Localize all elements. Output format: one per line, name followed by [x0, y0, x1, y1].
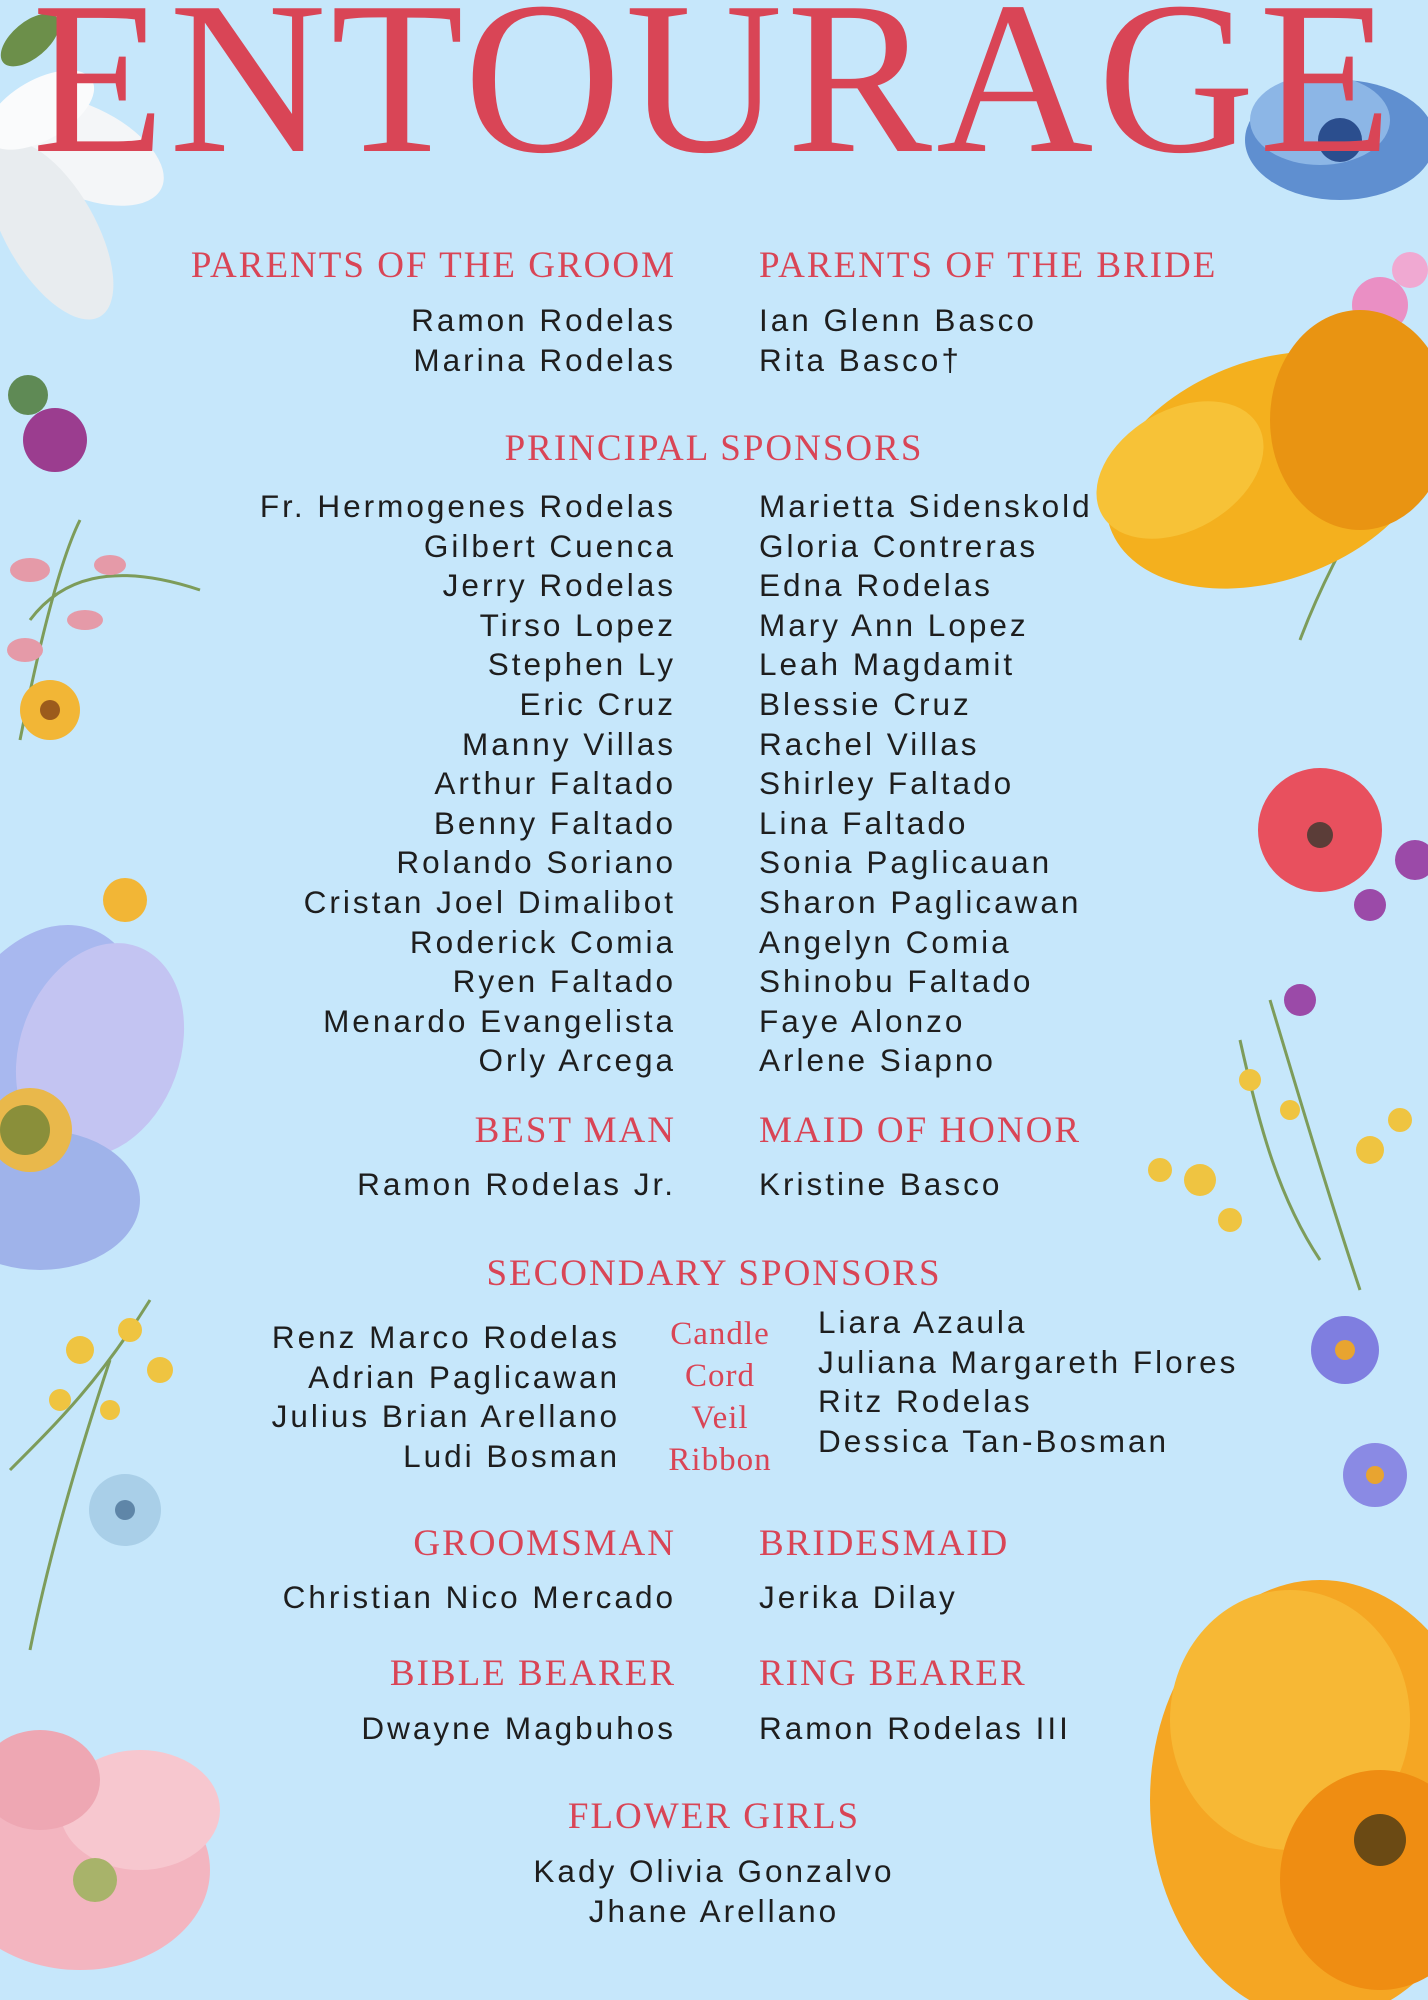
list-item: Kady Olivia Gonzalvo — [533, 1853, 895, 1889]
secondary-sponsors-left-list — [272, 1318, 620, 1476]
list-item: Adrian Paglicawan — [308, 1358, 620, 1395]
bridesmaid-name — [759, 1578, 958, 1618]
list-item: Jhane Arellano — [588, 1892, 840, 1929]
list-item: Christian Nico Mercado — [282, 1579, 676, 1615]
list-item: Rita Basco† — [759, 341, 962, 378]
secondary-sponsors-right-list — [818, 1303, 1238, 1461]
list-item: Jerika Dilay — [759, 1579, 958, 1615]
best-man-heading: BEST MAN — [474, 1110, 676, 1151]
principal-sponsors-heading: PRINCIPAL SPONSORS — [504, 428, 924, 469]
list-item: Angelyn Comia — [759, 923, 1012, 960]
list-item: Ramon Rodelas Jr. — [357, 1166, 676, 1202]
list-item: Renz Marco Rodelas — [271, 1319, 620, 1355]
list-item: Juliana Margareth Flores — [818, 1343, 1239, 1380]
list-item: Dwayne Magbuhos — [361, 1710, 676, 1746]
ring-bearer-name — [759, 1709, 1071, 1749]
list-item: Sonia Paglicauan — [759, 844, 1053, 881]
list-item: Benny Faltado — [433, 804, 676, 841]
list-item: Menardo Evangelista — [323, 1002, 676, 1039]
list-item: Kristine Basco — [759, 1166, 1003, 1202]
best-man-name — [357, 1165, 676, 1205]
list-item: Ryen Faltado — [452, 963, 676, 1000]
list-item: Jerry Rodelas — [442, 567, 676, 604]
list-item: Tirso Lopez — [479, 606, 676, 643]
list-item: Ian Glenn Basco — [759, 302, 1037, 338]
ring-bearer-heading: RING BEARER — [759, 1653, 1027, 1694]
role-label: Cord — [685, 1358, 755, 1394]
list-item: Leah Magdamit — [759, 646, 1016, 683]
parents-of-groom-list — [411, 301, 676, 380]
list-item: Liara Azaula — [818, 1304, 1028, 1340]
list-item: Gloria Contreras — [759, 527, 1039, 564]
list-item: Blessie Cruz — [759, 685, 972, 722]
list-item: Faye Alonzo — [759, 1002, 966, 1039]
maid-of-honor-name — [759, 1165, 1002, 1205]
parents-of-groom-heading: PARENTS OF THE GROOM — [190, 245, 676, 286]
list-item: Cristan Joel Dimalibot — [303, 883, 676, 920]
flower-girls-list — [0, 1852, 1428, 1931]
list-item: Fr. Hermogenes Rodelas — [259, 488, 676, 524]
maid-of-honor-heading: MAID OF HONOR — [759, 1110, 1082, 1151]
list-item: Marietta Sidenskold — [759, 488, 1093, 524]
list-item: Shirley Faltado — [759, 765, 1015, 802]
list-item: Dessica Tan-Bosman — [818, 1422, 1170, 1459]
parents-of-bride-heading: PARENTS OF THE BRIDE — [759, 245, 1218, 286]
orange-poppy-icon — [1150, 1580, 1428, 2000]
groomsman-name — [283, 1578, 676, 1618]
bridesmaid-heading: BRIDESMAID — [759, 1523, 1010, 1564]
list-item: Marina Rodelas — [413, 341, 676, 378]
list-item: Rachel Villas — [759, 725, 980, 762]
poppy-icon — [1072, 308, 1428, 631]
list-item: Mary Ann Lopez — [759, 606, 1029, 643]
secondary-sponsor-roles — [640, 1313, 800, 1481]
role-label: Veil — [691, 1400, 749, 1436]
list-item: Ramon Rodelas III — [759, 1710, 1071, 1746]
list-item: Rolando Soriano — [396, 844, 676, 881]
role-label: Candle — [670, 1316, 770, 1352]
list-item: Arthur Faltado — [434, 765, 676, 802]
secondary-sponsors-heading: SECONDARY SPONSORS — [486, 1253, 942, 1294]
list-item: Sharon Paglicawan — [759, 883, 1082, 920]
list-item: Roderick Comia — [409, 923, 676, 960]
list-item: Ritz Rodelas — [818, 1383, 1033, 1420]
list-item: Lina Faltado — [759, 804, 969, 841]
list-item: Ludi Bosman — [403, 1437, 620, 1474]
pink-flower-icon — [0, 1730, 220, 1970]
bible-bearer-heading: BIBLE BEARER — [389, 1653, 676, 1694]
list-item: Manny Villas — [461, 725, 676, 762]
list-item: Ramon Rodelas — [411, 302, 676, 338]
parents-of-bride-list — [759, 301, 1037, 380]
groomsman-heading: GROOMSMAN — [413, 1523, 676, 1564]
principal-sponsors-left-list — [260, 487, 676, 1081]
list-item: Julius Brian Arellano — [271, 1398, 620, 1435]
bible-bearer-name — [361, 1709, 676, 1749]
list-item: Shinobu Faltado — [759, 963, 1034, 1000]
list-item: Orly Arcega — [478, 1042, 676, 1079]
anemone-icon — [0, 895, 213, 1270]
list-item: Arlene Siapno — [759, 1042, 996, 1079]
role-label: Ribbon — [668, 1442, 772, 1478]
flower-girls-heading: FLOWER GIRLS — [567, 1796, 861, 1837]
list-item: Gilbert Cuenca — [423, 527, 676, 564]
list-item: Edna Rodelas — [759, 567, 993, 604]
page-title: ENTOURAGE — [31, 0, 1397, 199]
list-item: Stephen Ly — [487, 646, 676, 683]
list-item: Eric Cruz — [519, 685, 676, 722]
principal-sponsors-right-list — [759, 487, 1093, 1081]
